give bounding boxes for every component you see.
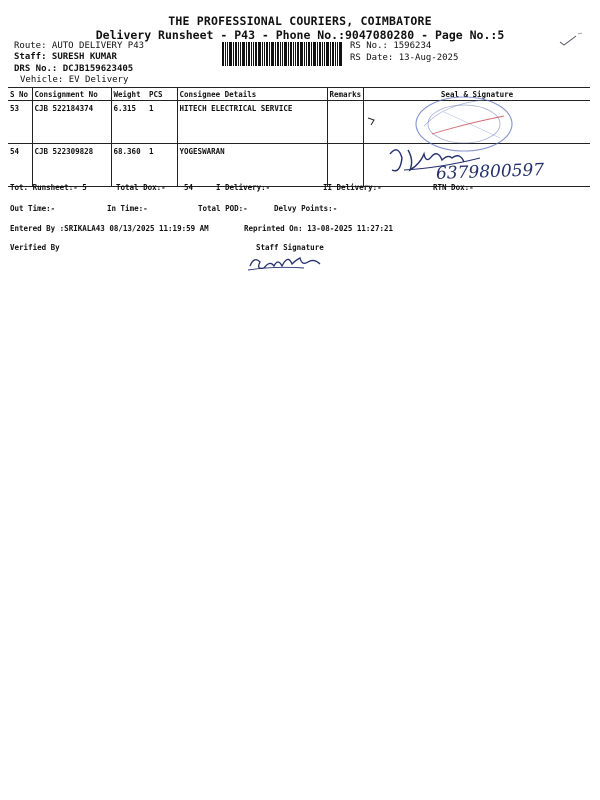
total-dox-label: Total Dox:- — [116, 183, 166, 192]
sno-cell: 53 — [8, 101, 32, 144]
pcs-cell: 1 — [147, 144, 177, 187]
out-time-label: Out Time:- — [10, 204, 56, 213]
column-header: Weight — [111, 88, 147, 101]
remarks-cell — [327, 144, 364, 187]
pcs-cell: 1 — [147, 101, 177, 144]
remarks-cell — [327, 101, 364, 144]
route-label: Route: AUTO DELIVERY P43 — [14, 41, 145, 51]
rtn-dox-label: RTN Dox:- — [433, 183, 474, 192]
delivery-points-label: Delvy Points:- — [274, 204, 338, 213]
runsheet-subtitle: Delivery Runsheet - P43 - Phone No.:9047080280 - Page No.:5 — [95, 28, 505, 42]
staff-signature-label: Staff Signature — [256, 243, 324, 252]
total-runsheet: Tot. Runsheet:- 5 — [10, 183, 87, 192]
ii-delivery-label: II Delivery:- — [323, 183, 382, 192]
sno-cell: 54 — [8, 144, 32, 187]
checkmark-icon — [556, 30, 586, 48]
i-delivery-label: I Delivery:- — [216, 183, 271, 192]
column-header: Consignee Details — [177, 88, 327, 101]
column-header: S No — [8, 88, 32, 101]
consignee-cell: HITECH ELECTRICAL SERVICE — [177, 101, 327, 144]
consignment-cell: CJB 522184374 — [32, 101, 111, 144]
staff-signature-mark — [244, 250, 324, 274]
entered-by: Entered By :SRIKALA43 08/13/2025 11:19:59 AM — [10, 224, 209, 233]
drs-number: DRS No.: DCJB159623405 — [14, 64, 134, 74]
staff-label: Staff: SURESH KUMAR — [14, 52, 117, 62]
column-header: Consignment No — [32, 88, 111, 101]
verified-by-label: Verified By — [10, 243, 60, 252]
consignee-cell: YOGESWARAN — [177, 144, 327, 187]
consignment-cell: CJB 522309828 — [32, 144, 111, 187]
total-pod-label: Total POD:- — [198, 204, 248, 213]
column-header: Seal & Signature — [364, 88, 590, 101]
handwritten-phone: 6379800597 — [435, 160, 545, 184]
column-header: PCS — [147, 88, 177, 101]
weight-cell: 68.360 — [111, 144, 147, 187]
total-dox-value: 54 — [184, 183, 194, 192]
reprinted-on: Reprinted On: 13-08-2025 11:27:21 — [244, 224, 394, 233]
weight-cell: 6.315 — [111, 101, 147, 144]
rs-date: RS Date: 13-Aug-2025 — [350, 53, 459, 63]
rs-number: RS No.: 1596234 — [350, 41, 432, 51]
column-header: Remarks — [327, 88, 364, 101]
tick-mark-icon — [366, 112, 382, 128]
barcode-icon — [222, 42, 342, 66]
in-time-label: In Time:- — [107, 204, 148, 213]
company-title: THE PROFESSIONAL COURIERS, COIMBATORE — [168, 14, 432, 28]
vehicle-label: Vehicle: EV Delivery — [20, 75, 129, 85]
